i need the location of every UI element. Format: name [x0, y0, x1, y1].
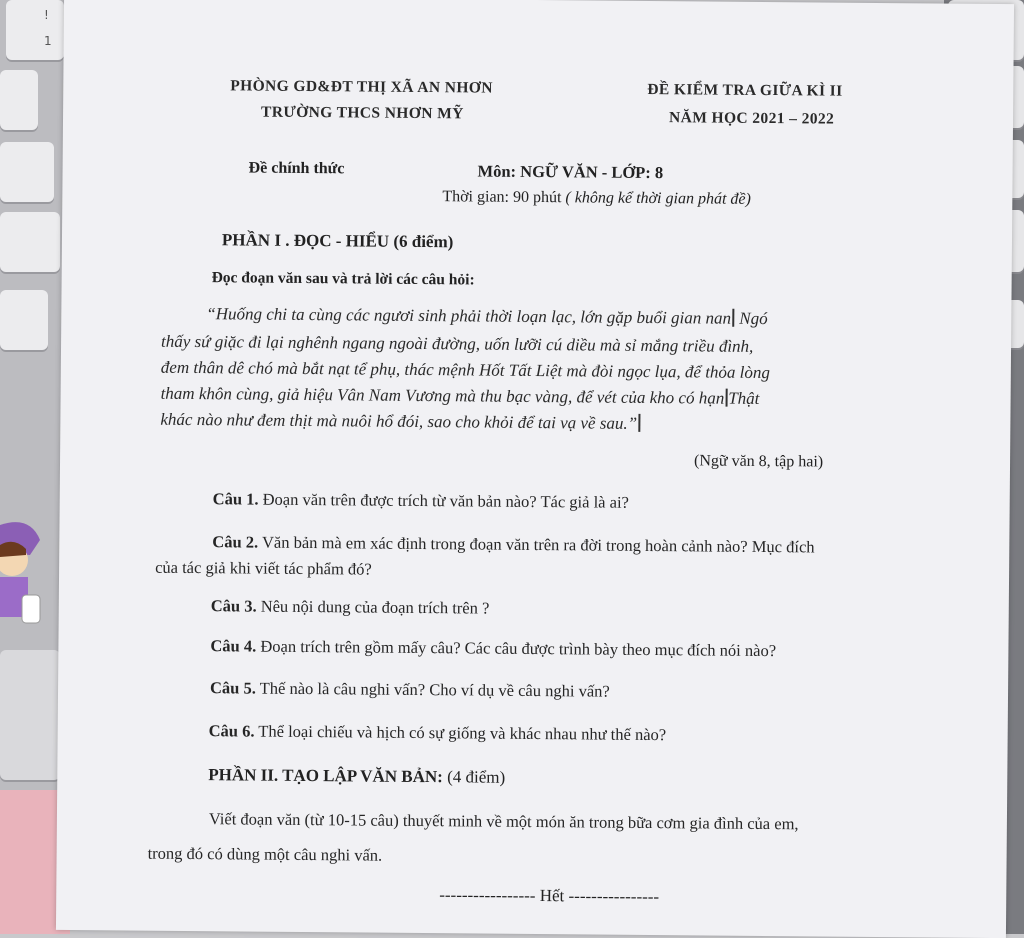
part1-title: PHẦN I . ĐỌC - HIỂU (6 điểm) [221, 230, 454, 252]
part2-task-line: trong đó có dùng một câu nghi vấn. [147, 843, 383, 865]
department-name: PHÒNG GD&ĐT THỊ XÃ AN NHƠN [230, 77, 493, 97]
question-label: Câu 5. [209, 678, 256, 698]
passage-line [160, 410, 641, 434]
time-label: Thời gian: 90 phút [442, 188, 562, 207]
passage-text: tham khôn cùng, giả hiệu Vân Nam Vương mà thu bạc vàng, để vét của kho có hạn [160, 383, 725, 408]
passage-line [206, 304, 767, 329]
text-cursor-mark [725, 389, 727, 407]
exam-title: ĐỀ KIỂM TRA GIỮA KÌ II [647, 80, 843, 100]
question-label: Câu 6. [208, 721, 255, 741]
question-6 [209, 721, 667, 745]
end-dashes-left: ----------------- [439, 885, 536, 906]
part2-task-line: Viết đoạn văn (từ 10-15 câu) thuyết minh về một món ăn trong bữa cơm gia đình của em, [208, 809, 799, 834]
keycap [0, 142, 54, 202]
exam-time [442, 188, 751, 209]
end-marker [439, 885, 659, 907]
question-1 [213, 489, 629, 513]
question-text: Đoạn văn trên được trích từ văn bản nào? Tác giả là ai? [262, 489, 629, 512]
end-dashes-right: ---------------- [568, 886, 660, 907]
end-text: Hết [539, 886, 565, 906]
passage-source: (Ngữ văn 8, tập hai) [693, 452, 824, 471]
question-label: Câu 4. [210, 636, 257, 656]
keycap [0, 650, 60, 780]
key-label: 1 [44, 34, 52, 48]
keycap [0, 70, 38, 130]
school-year: NĂM HỌC 2021 – 2022 [668, 109, 835, 128]
cartoon-sticker-icon [0, 515, 44, 645]
part1-instruction: Đọc đoạn văn sau và trả lời các câu hỏi: [211, 269, 475, 289]
question-label: Câu 3. [210, 596, 257, 616]
official-label: Đề chính thức [248, 159, 345, 178]
keycap [0, 290, 48, 350]
question-label: Câu 2. [212, 532, 259, 552]
question-text: Đoạn trích trên gồm mấy câu? Các câu được trình bày theo mục đích nói nào? [260, 636, 777, 661]
passage-line: đem thân dê chó mà bắt nạt tể phụ, thác mệnh Hốt Tất Liệt mà đòi ngọc lụa, để thỏa lòng [160, 357, 771, 383]
question-text: Văn bản mà em xác định trong đoạn văn trên ra đời trong hoàn cảnh nào? Mục đích [261, 532, 815, 557]
passage-text: “Huống chi ta cùng các ngươi sinh phải thời loạn lạc, lớn gặp buổi gian nan [206, 304, 732, 328]
question-2-continued: của tác giả khi viết tác phẩm đó? [155, 557, 372, 579]
question-3 [211, 596, 490, 618]
subject-label: Môn: NGỮ VĂN - LỚP: 8 [477, 161, 664, 183]
passage-text: khác nào như đem thịt mà nuôi hổ đói, sao cho khỏi để tai vạ về sau.” [160, 409, 638, 433]
part2-heading [208, 765, 505, 788]
question-2 [212, 532, 814, 557]
question-text: Nêu nội dung của đoạn trích trên ? [260, 596, 490, 618]
passage-text: Ngó [739, 308, 768, 329]
exam-paper [56, 0, 1014, 938]
passage-line: thấy sứ giặc đi lại nghênh ngang ngoài đường, uốn lưỡi cú diều mà sỉ mắng triều đình, [161, 331, 754, 356]
question-text: Thể loại chiếu và hịch có sự giống và khác nhau như thế nào? [258, 721, 667, 745]
part2-points: (4 điểm) [447, 767, 506, 787]
question-5 [210, 678, 610, 701]
keycap [6, 0, 64, 60]
part2-title: PHẦN II. TẠO LẬP VĂN BẢN: [208, 765, 443, 787]
text-cursor-mark [638, 414, 640, 432]
keycap [0, 212, 60, 272]
key-label: ! [44, 8, 49, 22]
passage-line [161, 384, 760, 409]
passage-text: Thật [728, 388, 760, 408]
time-note: ( không kể thời gian phát đề) [565, 189, 751, 208]
text-cursor-mark [732, 309, 734, 327]
school-name: TRƯỜNG THCS NHƠN MỸ [261, 103, 464, 123]
question-label: Câu 1. [212, 489, 259, 509]
question-4 [210, 636, 776, 661]
question-text: Thế nào là câu nghi vấn? Cho ví dụ về câu nghi vấn? [259, 678, 610, 701]
